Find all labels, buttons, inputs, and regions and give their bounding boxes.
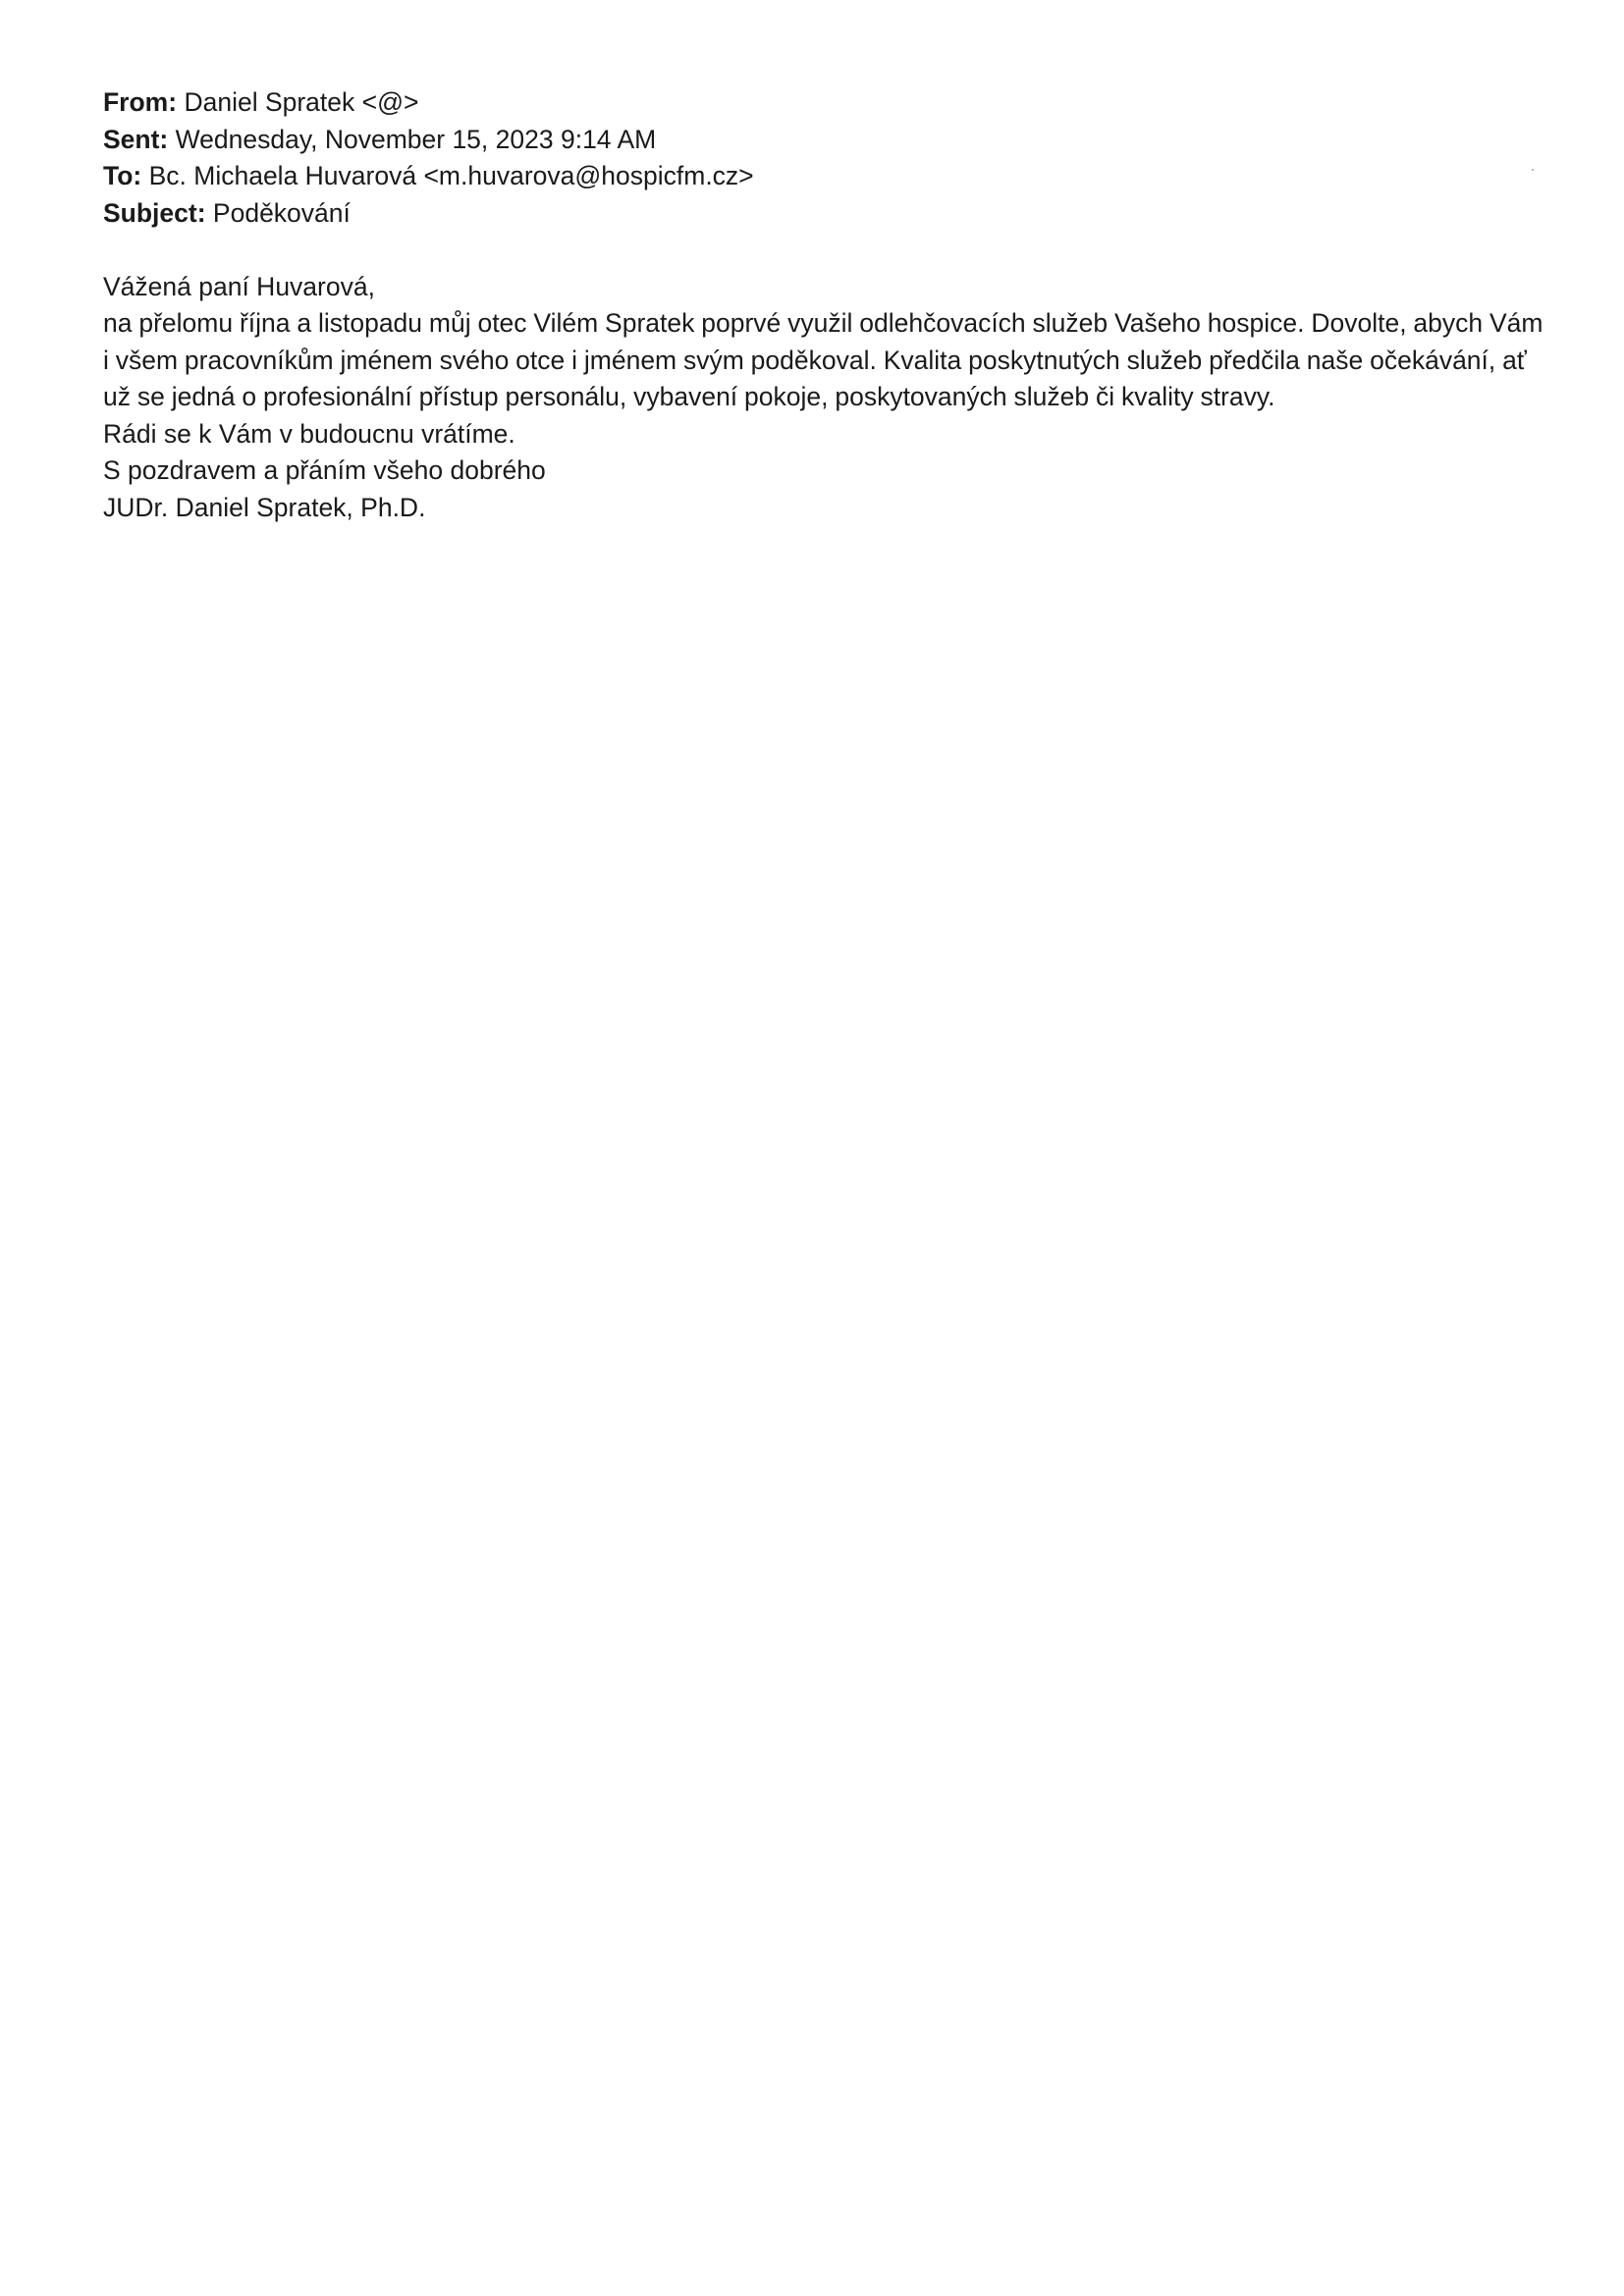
subject-value: Poděkování — [212, 197, 351, 228]
email-subject-line — [103, 195, 1546, 233]
sent-value: Wednesday, November 15, 2023 9:14 AM — [175, 124, 657, 154]
to-label: To: — [103, 161, 142, 190]
email-greeting: Vážená paní Huvarová, — [103, 271, 375, 301]
to-value: Bc. Michaela Huvarová <m.huvarova@hospicfm.cz> — [148, 161, 754, 190]
email-regards: S pozdravem a přáním všeho dobrého — [103, 455, 546, 485]
sent-label: Sent: — [103, 124, 169, 154]
email-sent-line — [103, 122, 1546, 159]
email-closing-line: Rádi se k Vám v budoucnu vrátíme. — [103, 418, 515, 449]
email-body-paragraph: na přelomu října a listopadu můj otec Vilém Spratek poprvé využil odlehčovacích služeb Vašeho hospice. Dovolte, abych Vám i všem pracovníkům jménem svého otce i jménem svým poděkoval. Kvalita poskytnutých služeb předčila naše očekávání, ať už se jedná o profesionální přístup personálu, vybavení pokoje, poskytovaných služeb či kvality stravy. — [103, 308, 1543, 411]
email-signature: JUDr. Daniel Spratek, Ph.D. — [103, 492, 426, 522]
header-body-gap — [103, 232, 1546, 269]
email-to-line — [103, 158, 1546, 195]
from-label: From: — [103, 87, 178, 117]
email-printout — [103, 84, 1546, 526]
subject-label: Subject: — [103, 197, 206, 228]
from-value: Daniel Spratek <@> — [184, 87, 419, 117]
email-from-line — [103, 84, 1546, 122]
scan-speck — [1532, 169, 1534, 171]
